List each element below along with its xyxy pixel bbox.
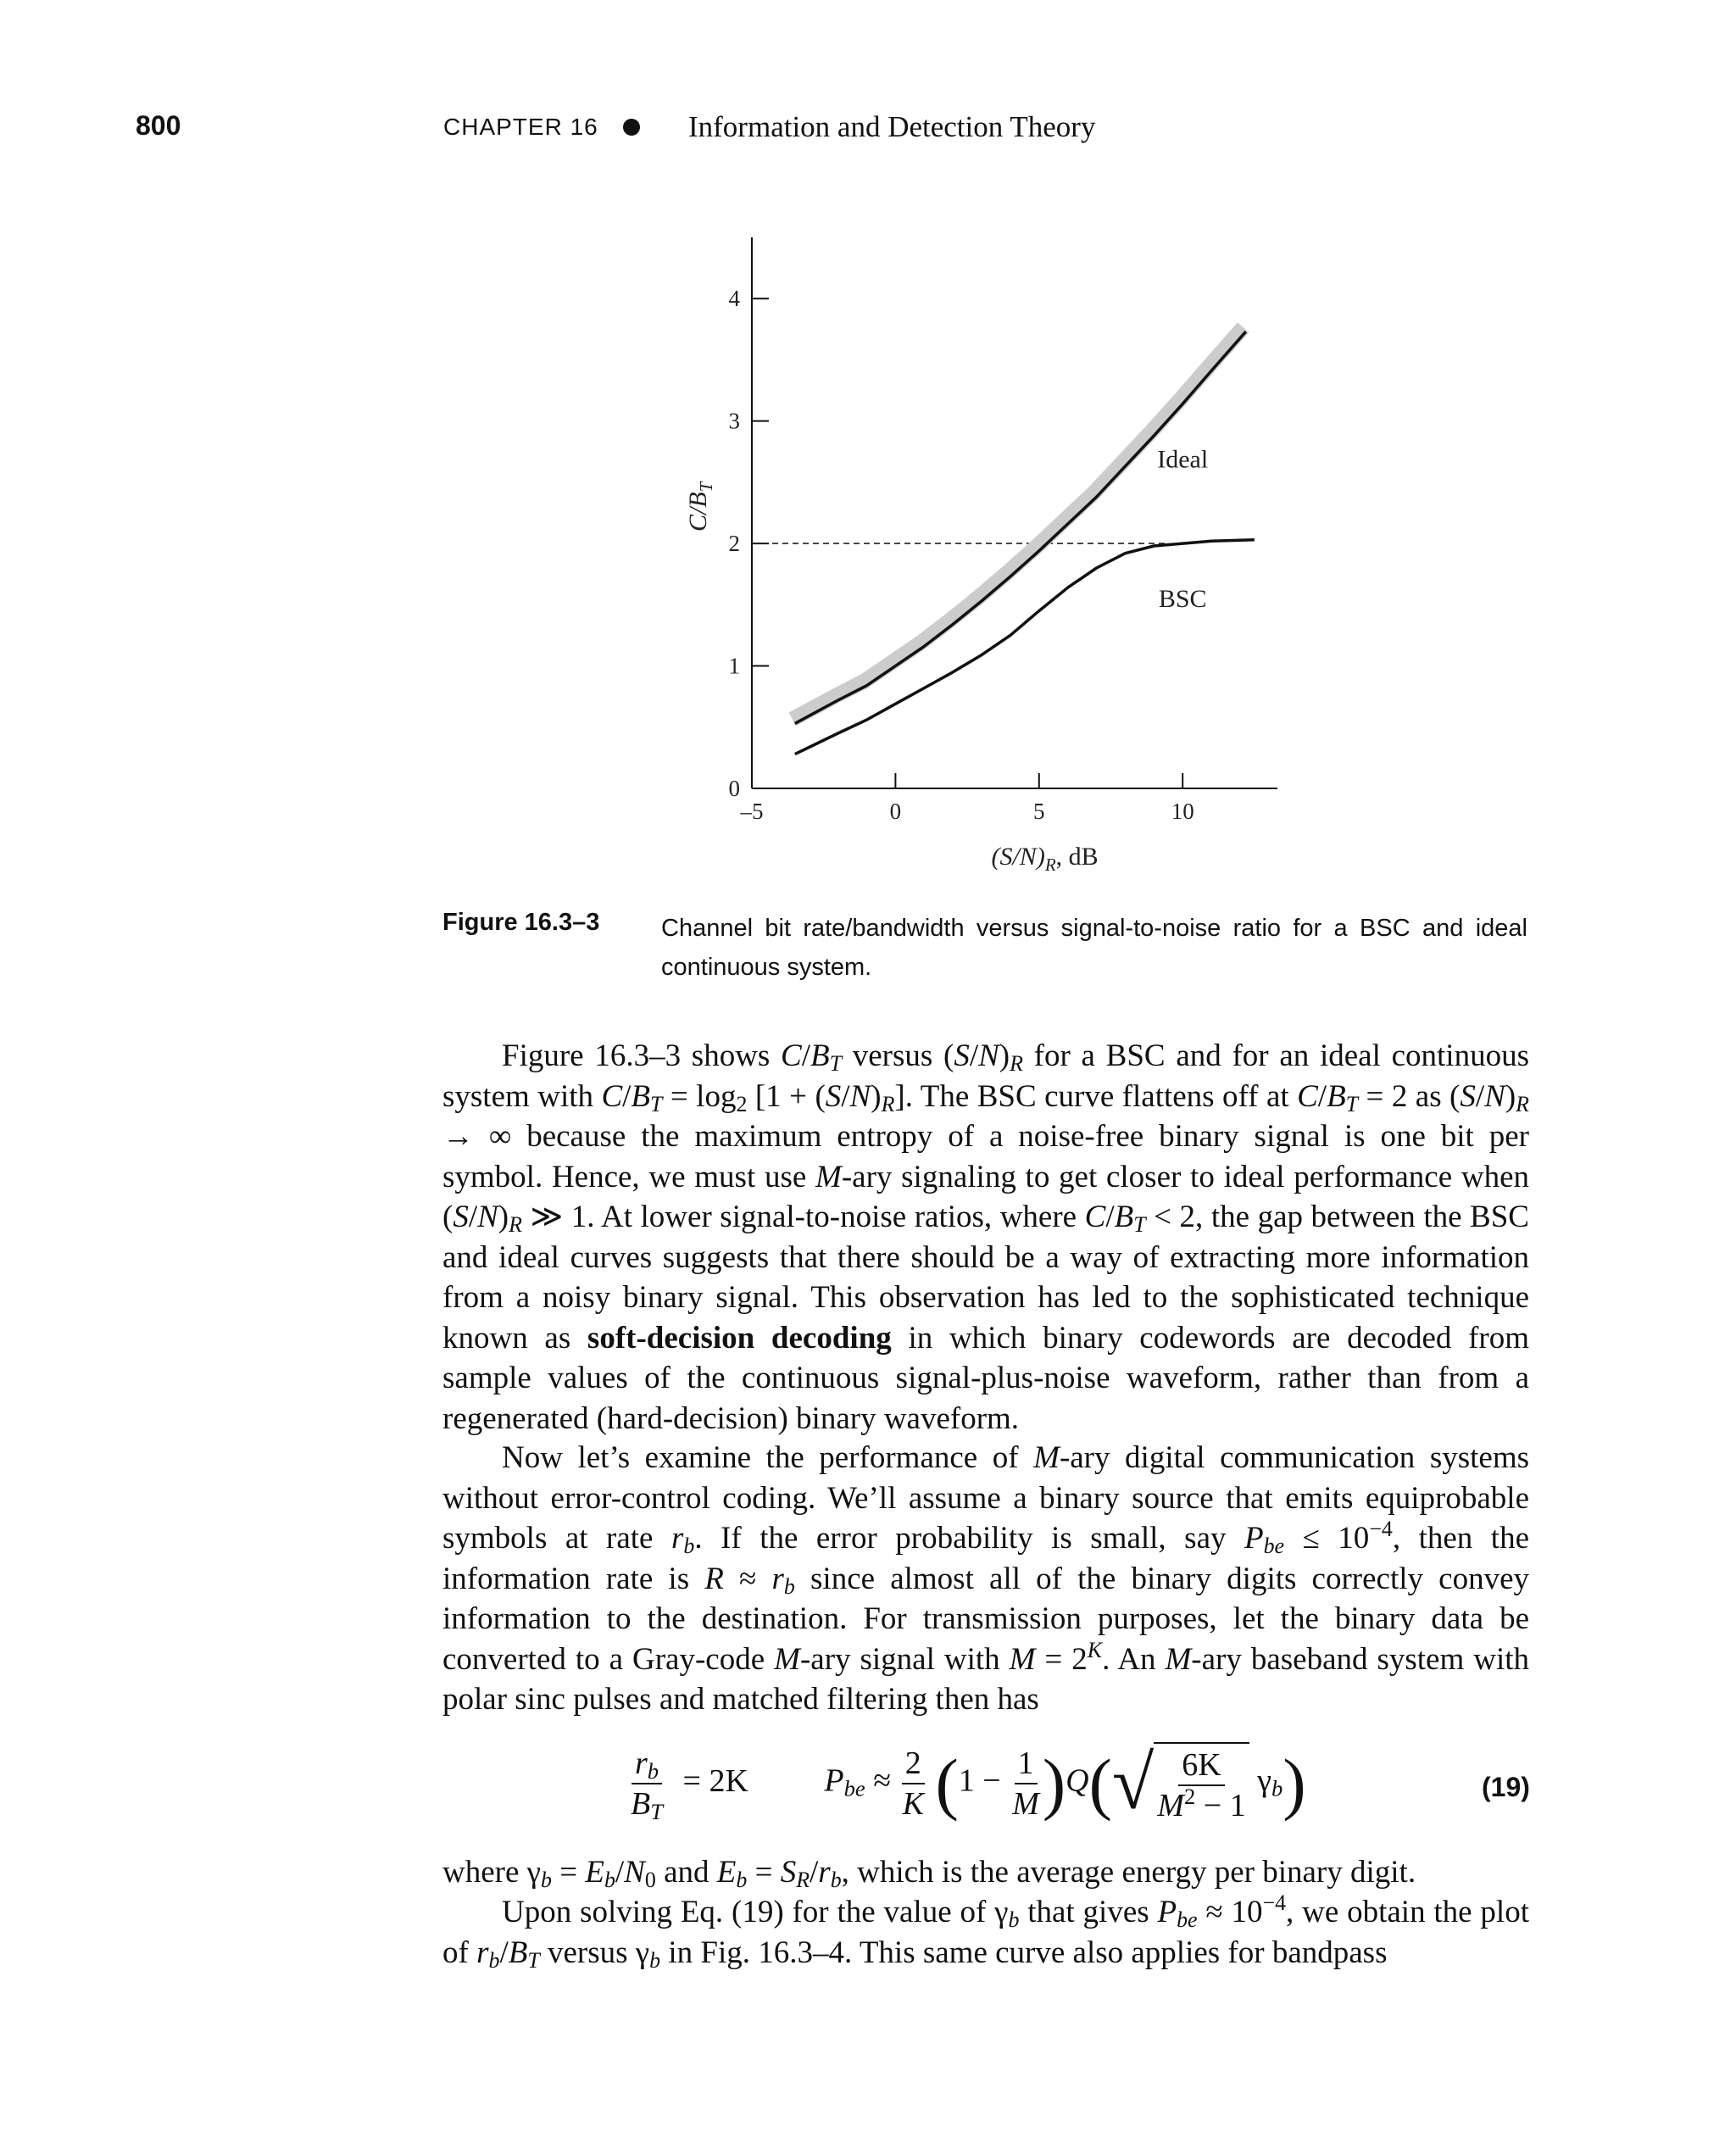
x-tick-label: 5 [1033, 799, 1045, 824]
bold-term: soft-decision decoding [587, 1320, 892, 1356]
equation-number: (19) [1482, 1772, 1530, 1802]
paragraph-4: Upon solving Eq. (19) for the value of $\gamma_b$ that gives $P_{be} \approx 10^{-4}$, we obtain the plot of $r_b/B_T$ versus $\gamma_b$ in Fig. 16.3–4. This same curve also applies for bandpass [442, 1890, 1529, 1973]
paragraph-2: Now let’s examine the performance of M-ary digital communication systems without error-control coding. We’ll assume a binary source that emits equiprobable symbols at rate $r_b$. If the error probability is small, say $P_{be} \le 10^{-4}$, then the information rate is $R \approx r_b$ since almost all of the binary digits correctly convey information to the destination. For transmission purposes, let the binary data be converted to a Gray-code M-ary signal with $M = 2^K$. An M-ary baseband system with polar sinc pulses and matched filtering then has [442, 1440, 1530, 1717]
equation-19: $\frac{r_b}{B_T}$ = 2K $P_{be}$ ≈ $\frac{2}{K}$ (1 − $\frac{1}{M}$ )Q( √ $\frac{6K}{M^2 - 1}$ $\gamma_b$) [627, 1742, 1390, 1835]
x-tick-label: 10 [1171, 799, 1194, 824]
x-axis-title: $(S/N)_R$, dB [991, 843, 1099, 875]
figure-chart [0, 0, 1736, 899]
y-tick-label: 4 [728, 286, 740, 312]
y-tick-label: 1 [728, 653, 740, 679]
chapter-label: CHAPTER 16 [443, 114, 598, 140]
figure-caption-text: Channel bit rate/bandwidth versus signal-to-noise ratio for a BSC and ideal continuous system. [661, 915, 1527, 981]
ideal-curve-label: Ideal [1157, 445, 1209, 474]
bsc-curve [795, 540, 1255, 754]
figure-caption-label: Figure 16.3–3 [442, 909, 600, 936]
y-tick-label: 2 [728, 531, 740, 557]
ideal-curve-highlight [793, 327, 1244, 719]
x-tick-label: 0 [889, 799, 902, 824]
square-root: √ $\frac{6K}{M^2 - 1}$ [1112, 1742, 1249, 1825]
y-tick-label: 0 [728, 776, 740, 801]
chapter-title: Information and Detection Theory [688, 110, 1096, 143]
paragraph-3: where $\gamma_b = E_b/N_0$ and $E_b = S_R/r_b$, which is the average energy per binary digit. [442, 1855, 1416, 1892]
y-tick-label: 3 [728, 408, 740, 434]
bsc-curve-label: BSC [1158, 585, 1207, 614]
y-axis-title: $C/B_T$ [684, 482, 716, 532]
x-tick-label: –5 [740, 799, 764, 824]
paragraph-1: Figure 16.3–3 shows $C/B_T$ versus $(S/N)_R$ for a BSC and for an ideal continuous system with $C/B_T = \log_2 [1 + (S/N)_R]$. The BSC curve flattens off at $C/B_T = 2$ as $(S/N)_R$ → ∞ because the maximum entropy of a noise-free binary signal is one bit per symbol. Hence, we must use M-ary signaling to get closer to ideal performance when $(S/N)_R$ ≫ 1. At lower signal-to-noise ratios, where $C/B_T < 2$, the gap between the BSC and ideal curves suggests that there should be a way of extracting more information from a noisy binary signal. This observation has led to the sophisticated technique known as soft-decision decoding in which binary codewords are decoded from sample values of the continuous signal-plus-noise waveform, rather than from a regenerated (hard-decision) binary waveform. [442, 1038, 1530, 1436]
page-number: 800 [136, 110, 181, 141]
eq-fraction-rb-bt: $\frac{r_b}{B_T}$ [631, 1745, 664, 1824]
